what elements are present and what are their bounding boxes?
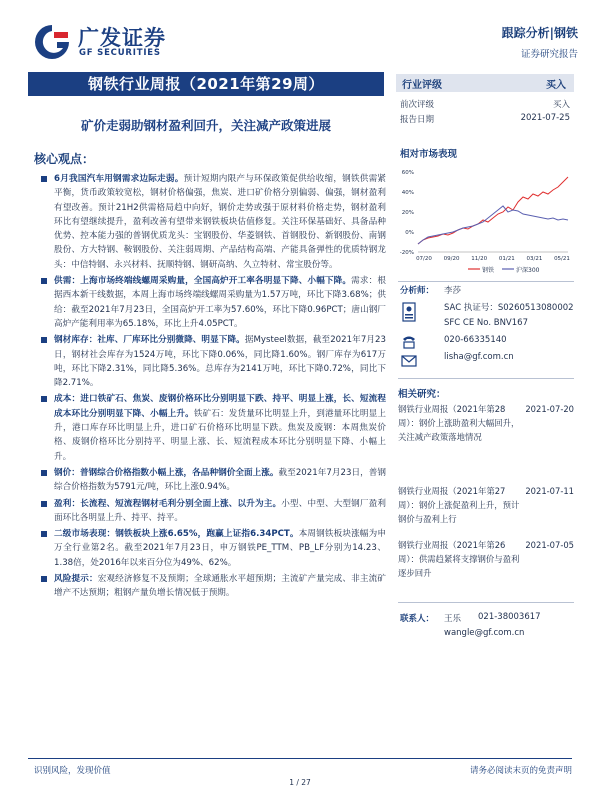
core-paragraph [40, 172, 386, 272]
y-tick-label: 0% [405, 230, 414, 236]
related-item[interactable]: 钢铁行业周报（2021年第26周）：供需趋紧将支撑钢价与盈利逐步回升 [398, 540, 520, 578]
footer-disclaimer: 请务必阅读末页的免责声明 [469, 766, 572, 776]
report-kind: 证券研究报告 [520, 49, 578, 60]
paragraph-text: 截至2021年7月23日，普钢综合价格指数为5791元/吨，环比上涨0.94%。 [54, 467, 386, 493]
legend-steel-label: 钢铁 [482, 267, 495, 274]
related-item-date: 2021-07-05 [525, 540, 574, 550]
related-item-date: 2021-07-11 [525, 486, 574, 496]
page-number: 1 / 27 [289, 778, 311, 787]
divider [398, 602, 574, 603]
report-type: 跟踪分析|钢铁 [501, 26, 578, 40]
paragraph-highlight: 6月我国汽车用钢需求边际走弱。 [54, 174, 184, 184]
y-tick-label: 60% [401, 170, 414, 176]
x-tick-label: 03/21 [526, 256, 543, 262]
paragraph-highlight: 盈利：长流程、短流程钢材毛利分别全面上涨、以升为主。 [54, 498, 282, 509]
analyst-label: 分析师： [400, 286, 435, 296]
core-views-title: 核心观点： [34, 152, 95, 166]
email-icon [401, 352, 417, 371]
prev-rating-label: 前次评级 [400, 100, 435, 110]
phone-icon [401, 334, 417, 353]
paragraph-highlight: 钢价：普钢综合价格指数小幅上涨，各品种钢价全面上涨。 [54, 467, 279, 478]
core-paragraph [40, 333, 386, 390]
paragraph-highlight: 成本：进口铁矿石、焦炭、废钢价格环比分别明显下跌、持平、明显上涨，长、短流程成本环比分别明显下降、小幅上升。 [54, 394, 386, 419]
analyst-phone: 020-66335140 [444, 335, 507, 345]
related-item-date: 2021-07-20 [525, 404, 574, 414]
gf-logo [30, 22, 190, 60]
bullet-square-icon [41, 176, 47, 182]
analyst-sfc: SFC CE No. BNV167 [444, 318, 528, 328]
bullet-square-icon [41, 396, 47, 402]
gf-logo-mark-icon [30, 22, 74, 60]
bullet-square-icon [41, 576, 47, 582]
divider [398, 281, 574, 282]
report-date-value: 2021-07-25 [520, 113, 570, 123]
series-hs300-line [418, 206, 568, 244]
legend-hs300-label: 沪深300 [516, 267, 540, 274]
x-tick-label: 09/20 [443, 256, 460, 262]
related-item[interactable]: 钢铁行业周报（2021年第27周）：钢价上涨促盈利上升，预计钢价与盈利上行 [398, 486, 520, 524]
core-paragraph [40, 466, 386, 495]
rating-label: 行业评级 [402, 80, 442, 91]
logo-cn: 广发证券 [78, 26, 166, 50]
report-subtitle: 矿价走弱助钢材盈利回升，关注减产政策进展 [80, 118, 331, 133]
bullet-square-icon [41, 501, 47, 507]
y-tick-label: 20% [401, 210, 414, 216]
logo-en: GF SECURITIES [79, 48, 161, 58]
paragraph-text: 据Mysteel数据，截至2021年7月23日，钢材社会库存为1524万吨，环比下降0.06%，同比降1.60%。钢厂库存为617万吨，环比下降2.31%，同比降5.36%。总库存为2141万吨，环比下降0.72%，同比下降2.71%。 [54, 335, 386, 389]
paragraph-text: 铁矿石：发货量环比明显上升，到港量环比明显上升，港口库存环比明显上升，进口矿石价格环比明显下跌。焦炭及废钢：本周焦炭价格、废钢价格环比分别持平、明显上涨、长、短流程成本环比分别明显下降、小幅上升。 [54, 408, 386, 462]
y-tick-label: -20% [399, 250, 414, 256]
bullet-square-icon [41, 531, 47, 537]
core-paragraph [40, 527, 386, 570]
core-paragraph [40, 274, 386, 331]
rating-value: 买入 [546, 80, 566, 91]
contact-phone: 021-38003617 [478, 612, 541, 622]
bullet-square-icon [41, 337, 47, 343]
x-tick-label: 05/21 [554, 256, 570, 262]
bullet-square-icon [41, 278, 47, 284]
paragraph-text: 本周钢铁板块涨幅为申万全行业第2名。截至2021年7月23日，申万钢铁PE_TTM、PB_LF分别为14.23、1.38倍，处2016年以来百分位为49%、62%。 [54, 529, 386, 568]
x-tick-label: 11/20 [471, 256, 488, 262]
core-paragraph [40, 497, 386, 526]
market-chart-title: 相对市场表现 [400, 149, 458, 160]
analyst-name: 李莎 [444, 286, 462, 296]
footer-divider [28, 758, 572, 759]
paragraph-highlight: 二级市场表现：钢铁板块上涨6.65%，跑赢上证指6.34PCT。 [54, 529, 299, 540]
paragraph-text: 预计短期内限产与环保政策促供给收缩，钢铁供需紧平衡，货币政策较宽松，钢材价格偏强，焦炭、进口矿价格分别偏弱、偏强，钢材盈利有望改善。预计21H2供需格局趋中向好，钢价走势或强于原材料价格走势，钢材盈利环比有望继续提升，盈利改善有望带来钢铁板块估值修复。关注环保基础好、具备品种优势、控本能力强的普钢优质龙头：宝钢股份、华菱钢铁、首钢股份、新钢股份、南钢股份、方大特钢、鞍钢股份、关注弱周期、产品结构高端、产能具备弹性的优质特钢龙头：中信特钢、永兴材料、抚顺特钢、钢研高纳、久立特材、常宝股份等。 [54, 174, 386, 270]
core-paragraph [40, 392, 386, 463]
paragraph-highlight: 钢材库存：社库、厂库环比分别微降、明显下降。 [54, 335, 245, 346]
id-card-icon [402, 302, 416, 326]
related-title: 相关研究： [398, 389, 446, 400]
market-chart [396, 162, 576, 274]
contact-name: 王乐 [444, 614, 462, 624]
paragraph-text: 需求：根据西本新干线数据，本周上海市场终端线螺周采购量为1.57万吨，环比下降3.68%；供给：截至2021年7月23日，全国高炉开工率为57.60%，环比下降0.96PCT；唐山钢厂高炉产能利用率为65.18%，环比上升4.05PCT。 [54, 276, 386, 329]
paragraph-highlight: 风险提示： [54, 574, 98, 585]
paragraph-highlight: 供需：上海市场终端线螺周采购量，全国高炉开工率各明显下降、小幅下降。 [54, 276, 352, 287]
analyst-sac: SAC 执证号：S0260513080002 [444, 303, 574, 313]
contact-email[interactable]: wangle@gf.com.cn [444, 628, 525, 638]
series-steel-line [418, 177, 568, 244]
prev-rating-value: 买入 [552, 100, 570, 110]
footer-slogan: 识别风险，发现价值 [34, 766, 111, 776]
contact-label: 联系人： [400, 614, 435, 624]
x-tick-label: 01/21 [498, 256, 515, 262]
analyst-email[interactable]: lisha@gf.com.cn [444, 352, 514, 362]
paragraph-text: 宏观经济修复不及预期；全球通胀水平超预期；主流矿产量完成、非主流矿增产不达预期；粗钢产量负增长情况低于预期。 [54, 574, 386, 599]
report-date-label: 报告日期 [400, 115, 435, 125]
y-tick-label: 40% [401, 190, 414, 196]
bullet-square-icon [41, 470, 47, 476]
core-paragraph [40, 572, 386, 601]
divider [398, 378, 574, 379]
rating-bar [396, 74, 574, 92]
core-views-list [40, 172, 386, 603]
report-type-block [502, 24, 578, 60]
related-item[interactable]: 钢铁行业周报（2021年第28周）：钢价上涨助盈利大幅回升，关注减产政策落地情况 [398, 404, 520, 442]
x-tick-label: 07/20 [416, 256, 432, 262]
paragraph-text: 小型、中型、大型钢厂盈利面环比各明显上升、持平、持平。 [54, 498, 386, 523]
report-title: 钢铁行业周报（2021年第29周） [28, 72, 384, 96]
